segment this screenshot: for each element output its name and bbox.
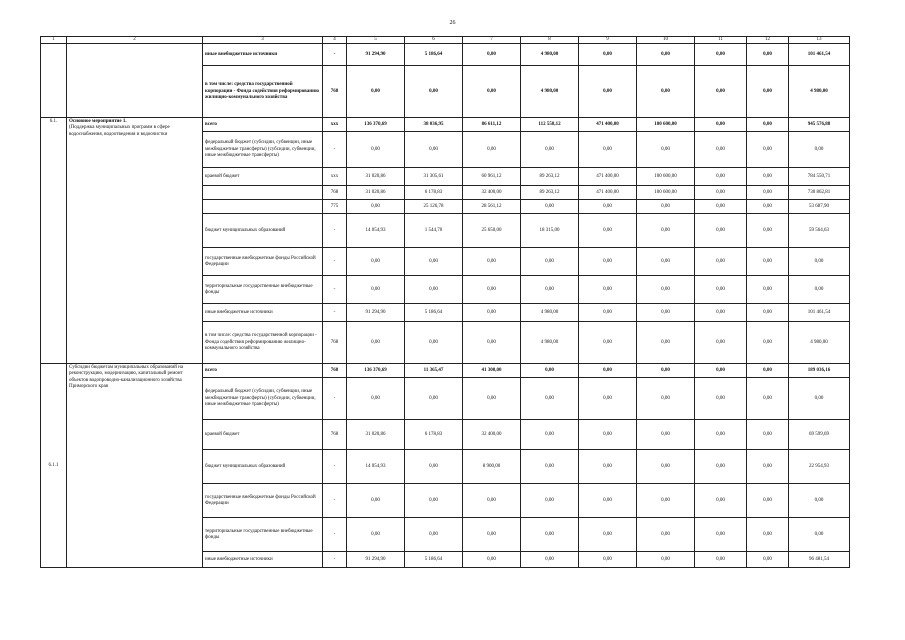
section-desc: (Поддержка муниципальных программ в сфере водоснабжения, водоотведения и водоочистки (69, 125, 170, 137)
amount-cell: 0,00 (695, 214, 747, 248)
budget-code: 775 (323, 200, 347, 214)
amount-cell: 0,00 (747, 186, 789, 200)
subsection-number: 6.1.1 (41, 364, 67, 568)
amount-cell: 96 481,54 (789, 552, 850, 568)
amount-cell: 0,00 (521, 378, 579, 420)
amount-cell: 0,00 (695, 322, 747, 364)
amount-cell: 0,00 (405, 450, 463, 484)
amount-cell: 0,00 (579, 450, 637, 484)
amount-cell: 0,00 (579, 66, 637, 118)
amount-cell: 53 687,90 (789, 200, 850, 214)
amount-cell: 31 020,86 (347, 420, 405, 450)
amount-cell: 0,00 (789, 518, 850, 552)
amount-cell: 0,00 (579, 484, 637, 518)
table-row (41, 44, 850, 66)
funding-source: иные внебюджетные источники (203, 44, 323, 66)
funding-source: иные внебюджетные источники (203, 304, 323, 322)
amount-cell: 0,00 (521, 132, 579, 168)
funding-source: государственные внебюджетные фонды Российской Федерации (203, 248, 323, 276)
funding-source: бюджет муниципальных образований (203, 214, 323, 248)
page-number: 26 (449, 20, 456, 26)
funding-source: федеральный бюджет (субсидии, субвенции, иные межбюджетные трансферты) (субсидии, субвенции, иные межбюджетные трансферты) (203, 132, 323, 168)
amount-cell: 0,00 (347, 484, 405, 518)
amount-cell: 59 564,63 (789, 214, 850, 248)
budget-code: - (323, 518, 347, 552)
funding-source: краевой бюджет (203, 168, 323, 186)
amount-cell: 1 544,70 (405, 214, 463, 248)
budget-code: 768 (323, 322, 347, 364)
amount-cell: 91 294,90 (347, 304, 405, 322)
budget-code: - (323, 276, 347, 304)
amount-cell: 0,00 (579, 304, 637, 322)
budget-code: ххх (323, 118, 347, 132)
amount-cell: 100 600,00 (637, 168, 695, 186)
amount-cell: 0,00 (789, 248, 850, 276)
table-row (41, 118, 850, 132)
column-number: 1 (41, 37, 67, 44)
amount-cell: 31 020,86 (347, 168, 405, 186)
amount-cell: 0,00 (695, 518, 747, 552)
amount-cell: 0,00 (747, 276, 789, 304)
amount-cell: 0,00 (637, 248, 695, 276)
amount-cell: 0,00 (637, 200, 695, 214)
amount-cell: 0,00 (747, 118, 789, 132)
budget-code: - (323, 552, 347, 568)
amount-cell: 0,00 (579, 200, 637, 214)
amount-cell: 101 461,54 (789, 44, 850, 66)
amount-cell: 0,00 (637, 518, 695, 552)
amount-cell: 5 186,64 (405, 44, 463, 66)
amount-cell: 0,00 (747, 200, 789, 214)
amount-cell: 0,00 (579, 276, 637, 304)
amount-cell: 0,00 (695, 304, 747, 322)
amount-cell: 0,00 (347, 200, 405, 214)
amount-cell: 0,00 (521, 518, 579, 552)
amount-cell: 8 900,00 (463, 450, 521, 484)
column-number: 5 (347, 37, 405, 44)
budget-code: - (323, 484, 347, 518)
column-number: 9 (579, 37, 637, 44)
amount-cell: 6 178,83 (405, 420, 463, 450)
funding-source: территориальные государственные внебюджетные фонды (203, 518, 323, 552)
amount-cell: 0,00 (695, 484, 747, 518)
amount-cell: 100 600,00 (637, 186, 695, 200)
funding-source: всего (203, 118, 323, 132)
amount-cell: 22 954,93 (789, 450, 850, 484)
column-number: 6 (405, 37, 463, 44)
amount-cell: 0,00 (347, 132, 405, 168)
amount-cell: 136 370,69 (347, 364, 405, 378)
amount-cell: 0,00 (747, 132, 789, 168)
amount-cell: 0,00 (579, 44, 637, 66)
amount-cell: 0,00 (695, 420, 747, 450)
amount-cell: 0,00 (579, 322, 637, 364)
amount-cell: 0,00 (695, 450, 747, 484)
column-number: 10 (637, 37, 695, 44)
amount-cell: 0,00 (789, 132, 850, 168)
amount-cell: 471 400,00 (579, 118, 637, 132)
amount-cell: 0,00 (463, 66, 521, 118)
amount-cell: 4 980,00 (521, 304, 579, 322)
amount-cell: 0,00 (347, 248, 405, 276)
funding-source (203, 200, 323, 214)
amount-cell: 136 370,69 (347, 118, 405, 132)
amount-cell: 0,00 (695, 168, 747, 186)
amount-cell: 0,00 (347, 276, 405, 304)
amount-cell: 5 186,64 (405, 552, 463, 568)
amount-cell: 0,00 (463, 552, 521, 568)
column-number: 7 (463, 37, 521, 44)
amount-cell: 0,00 (637, 364, 695, 378)
amount-cell: 0,00 (405, 484, 463, 518)
funding-source: бюджет муниципальных образований (203, 450, 323, 484)
budget-code: 768 (323, 186, 347, 200)
amount-cell: 0,00 (521, 552, 579, 568)
amount-cell: 0,00 (747, 248, 789, 276)
amount-cell: 0,00 (579, 378, 637, 420)
amount-cell: 18 315,00 (521, 214, 579, 248)
amount-cell: 6 178,83 (405, 186, 463, 200)
budget-code: 768 (323, 420, 347, 450)
amount-cell: 0,00 (695, 186, 747, 200)
amount-cell: 0,00 (637, 378, 695, 420)
amount-cell: 14 054,93 (347, 450, 405, 484)
amount-cell: 5 186,64 (405, 304, 463, 322)
amount-cell: 0,00 (579, 248, 637, 276)
subsection-description: Субсидии бюджетам муниципальных образований на реконструкцию, модернизацию, капитальный ремонт объектов водопроводно-канализационного хозяйства Приморского края (67, 364, 203, 568)
amount-cell: 0,00 (463, 132, 521, 168)
amount-cell: 0,00 (405, 322, 463, 364)
amount-cell: 112 558,12 (521, 118, 579, 132)
amount-cell: 0,00 (747, 378, 789, 420)
name-cell (67, 44, 203, 118)
amount-cell: 0,00 (405, 276, 463, 304)
amount-cell: 0,00 (463, 248, 521, 276)
amount-cell: 38 036,95 (405, 118, 463, 132)
column-number: 4 (323, 37, 347, 44)
amount-cell: 0,00 (637, 304, 695, 322)
funding-source: иные внебюджетные источники (203, 552, 323, 568)
amount-cell: 0,00 (637, 132, 695, 168)
amount-cell: 0,00 (463, 44, 521, 66)
amount-cell: 31 305,61 (405, 168, 463, 186)
amount-cell: 89 263,12 (521, 168, 579, 186)
column-number: 13 (789, 37, 850, 44)
amount-cell: 0,00 (521, 420, 579, 450)
amount-cell: 0,00 (521, 200, 579, 214)
section-number: 6.1. (41, 118, 67, 364)
amount-cell: 0,00 (637, 450, 695, 484)
amount-cell: 0,00 (521, 276, 579, 304)
amount-cell: 0,00 (347, 518, 405, 552)
amount-cell: 0,00 (521, 364, 579, 378)
amount-cell: 60 961,12 (463, 168, 521, 186)
amount-cell: 91 294,90 (347, 44, 405, 66)
amount-cell: 0,00 (405, 518, 463, 552)
amount-cell: 0,00 (747, 304, 789, 322)
amount-cell: 32 400,00 (463, 420, 521, 450)
funding-source: всего (203, 364, 323, 378)
budget-table (40, 36, 850, 568)
amount-cell: 0,00 (637, 322, 695, 364)
amount-cell: 945 576,88 (789, 118, 850, 132)
amount-cell: 0,00 (695, 364, 747, 378)
amount-cell: 784 550,71 (789, 168, 850, 186)
amount-cell: 100 600,00 (637, 118, 695, 132)
amount-cell: 0,00 (637, 420, 695, 450)
amount-cell: 41 300,00 (463, 364, 521, 378)
amount-cell: 0,00 (463, 484, 521, 518)
amount-cell: 471 400,00 (579, 186, 637, 200)
amount-cell: 0,00 (637, 214, 695, 248)
amount-cell: 0,00 (347, 322, 405, 364)
column-number: 2 (67, 37, 203, 44)
amount-cell: 471 400,00 (579, 168, 637, 186)
amount-cell: 0,00 (747, 322, 789, 364)
funding-source: федеральный бюджет (субсидии, субвенции, иные межбюджетные трансферты) (субсидии, субвенции, иные межбюджетные трансферты) (203, 378, 323, 420)
amount-cell: 89 263,12 (521, 186, 579, 200)
amount-cell: 86 611,12 (463, 118, 521, 132)
amount-cell: 0,00 (463, 378, 521, 420)
amount-cell: 0,00 (463, 322, 521, 364)
column-number: 3 (203, 37, 323, 44)
amount-cell: 0,00 (579, 214, 637, 248)
amount-cell: 32 400,00 (463, 186, 521, 200)
amount-cell: 25 650,00 (463, 214, 521, 248)
column-number: 8 (521, 37, 579, 44)
amount-cell: 0,00 (695, 44, 747, 66)
budget-code: - (323, 378, 347, 420)
funding-source: краевой бюджет (203, 420, 323, 450)
budget-code: - (323, 248, 347, 276)
amount-cell: 0,00 (695, 378, 747, 420)
amount-cell: 0,00 (347, 378, 405, 420)
row-number-cell (41, 44, 67, 118)
amount-cell: 0,00 (789, 484, 850, 518)
amount-cell: 0,00 (695, 118, 747, 132)
amount-cell: 0,00 (463, 304, 521, 322)
amount-cell: 0,00 (579, 420, 637, 450)
amount-cell: 0,00 (521, 248, 579, 276)
funding-source: государственные внебюджетные фонды Российской Федерации (203, 484, 323, 518)
amount-cell: 0,00 (747, 420, 789, 450)
amount-cell: 0,00 (637, 66, 695, 118)
amount-cell: 14 054,93 (347, 214, 405, 248)
amount-cell: 0,00 (579, 132, 637, 168)
budget-code: - (323, 304, 347, 322)
amount-cell: 4 980,00 (789, 322, 850, 364)
amount-cell: 91 294,90 (347, 552, 405, 568)
amount-cell: 0,00 (463, 276, 521, 304)
amount-cell: 0,00 (747, 364, 789, 378)
amount-cell: 0,00 (347, 66, 405, 118)
amount-cell: 28 561,12 (463, 200, 521, 214)
amount-cell: 0,00 (747, 214, 789, 248)
amount-cell: 0,00 (405, 248, 463, 276)
amount-cell: 0,00 (521, 484, 579, 518)
amount-cell: 69 599,69 (789, 420, 850, 450)
amount-cell: 0,00 (637, 484, 695, 518)
budget-code: - (323, 132, 347, 168)
budget-code: 768 (323, 66, 347, 118)
amount-cell: 0,00 (695, 276, 747, 304)
budget-code: - (323, 214, 347, 248)
amount-cell: 0,00 (637, 276, 695, 304)
funding-source: в том числе: средства государственной корпорации - Фонда содействия реформированию жилищно-коммунального хозяйства (203, 322, 323, 364)
budget-code: - (323, 44, 347, 66)
column-number: 11 (695, 37, 747, 44)
amount-cell: 0,00 (637, 44, 695, 66)
funding-source: в том числе: средства государственной корпорации - Фонда содействия реформированию жилищно-коммунального хозяйства (203, 66, 323, 118)
amount-cell: 0,00 (747, 484, 789, 518)
column-number: 12 (747, 37, 789, 44)
amount-cell: 0,00 (579, 552, 637, 568)
amount-cell: 25 126,78 (405, 200, 463, 214)
amount-cell: 0,00 (521, 450, 579, 484)
amount-cell: 0,00 (747, 66, 789, 118)
budget-code: 768 (323, 364, 347, 378)
amount-cell: 0,00 (405, 378, 463, 420)
amount-cell: 4 980,00 (521, 66, 579, 118)
amount-cell: 0,00 (579, 518, 637, 552)
amount-cell: 0,00 (747, 552, 789, 568)
amount-cell: 0,00 (747, 518, 789, 552)
amount-cell: 4 980,00 (521, 322, 579, 364)
section-title: Основное мероприятие 1. (69, 119, 127, 125)
amount-cell: 0,00 (463, 518, 521, 552)
funding-source (203, 186, 323, 200)
amount-cell: 0,00 (789, 276, 850, 304)
amount-cell: 730 862,81 (789, 186, 850, 200)
amount-cell: 0,00 (637, 552, 695, 568)
amount-cell: 0,00 (747, 168, 789, 186)
amount-cell: 0,00 (789, 378, 850, 420)
amount-cell: 0,00 (695, 132, 747, 168)
amount-cell: 0,00 (747, 450, 789, 484)
amount-cell: 189 036,16 (789, 364, 850, 378)
funding-source: территориальные государственные внебюджетные фонды (203, 276, 323, 304)
budget-code: ххх (323, 168, 347, 186)
amount-cell: 0,00 (695, 248, 747, 276)
section-description (67, 118, 203, 364)
amount-cell: 11 365,47 (405, 364, 463, 378)
budget-code: - (323, 450, 347, 484)
amount-cell: 0,00 (695, 552, 747, 568)
amount-cell: 101 461,54 (789, 304, 850, 322)
amount-cell: 0,00 (579, 364, 637, 378)
amount-cell: 0,00 (405, 66, 463, 118)
amount-cell: 4 980,00 (521, 44, 579, 66)
amount-cell: 31 020,86 (347, 186, 405, 200)
table-row (41, 364, 850, 378)
amount-cell: 4 980,00 (789, 66, 850, 118)
header-row (41, 37, 850, 44)
amount-cell: 0,00 (405, 132, 463, 168)
amount-cell: 0,00 (747, 44, 789, 66)
amount-cell: 0,00 (695, 66, 747, 118)
amount-cell: 0,00 (695, 200, 747, 214)
